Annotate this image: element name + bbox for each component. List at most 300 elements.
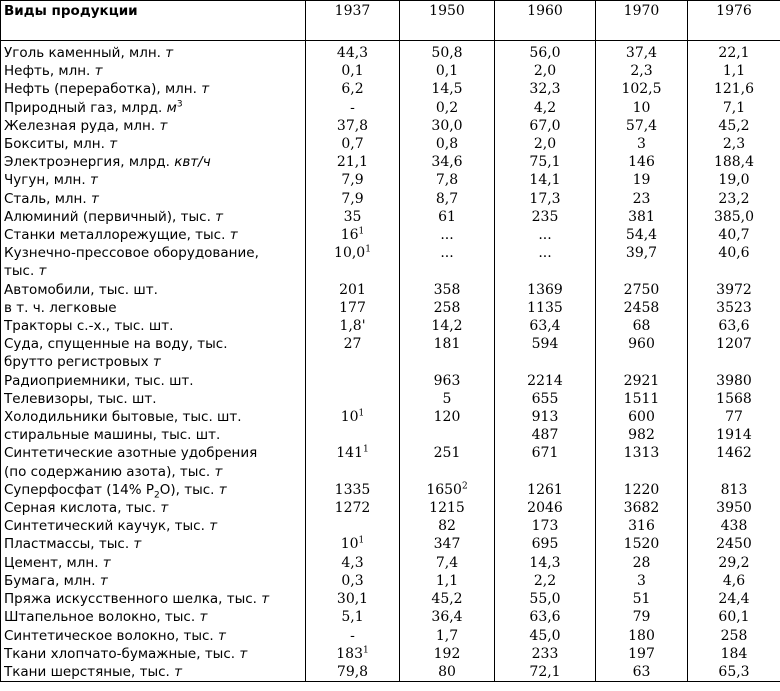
value-cell-1960: 173 <box>495 517 596 535</box>
product-name-cell <box>1 572 306 590</box>
product-name-cell <box>1 41 306 63</box>
value-cell-1960: 4,2 <box>495 99 596 117</box>
product-name-cell <box>1 499 306 517</box>
value-cell-1937 <box>306 226 400 244</box>
unit-text: т <box>214 463 223 480</box>
product-name-cell <box>1 535 306 553</box>
table-row <box>1 281 780 299</box>
value-cell-1960: 2,0 <box>495 62 596 80</box>
value-cell-1937 <box>306 645 400 663</box>
value-cell-1950: 0,1 <box>400 62 495 80</box>
value-cell-1950: 7,4 <box>400 554 495 572</box>
value-cell-1950: 30,0 <box>400 117 495 135</box>
text-segment: Суперфосфат (14% P <box>4 481 155 498</box>
value-cell-1976: 1568 <box>688 390 780 408</box>
value-cell-1976: 121,6 <box>688 80 780 98</box>
value-cell-1960: 2,0 <box>495 135 596 153</box>
value-cell-1976: 1207 <box>688 335 780 371</box>
value-cell-1960: 67,0 <box>495 117 596 135</box>
value-cell-1960: ... <box>495 244 596 280</box>
product-name-cell <box>1 390 306 408</box>
value-cell-1960: 235 <box>495 208 596 226</box>
product-name-cell <box>1 226 306 244</box>
value-cell-1950: 251 <box>400 444 495 480</box>
value-cell-1976: 45,2 <box>688 117 780 135</box>
product-name-cell <box>1 208 306 226</box>
superscript: 1 <box>358 226 365 237</box>
table-row <box>1 299 780 317</box>
value-cell-1976: 3950 <box>688 499 780 517</box>
value-cell-1937: 5,1 <box>306 608 400 626</box>
value-cell-1970: 51 <box>596 590 688 608</box>
product-name-cell <box>1 372 306 390</box>
table-row <box>1 554 780 572</box>
text-segment: Штапельное волокно, тыс. <box>4 609 200 626</box>
table-row <box>1 117 780 135</box>
value-cell-1970: 28 <box>596 554 688 572</box>
value-cell-1937: 7,9 <box>306 190 400 208</box>
unit-text: т <box>229 227 238 244</box>
value-cell-1937: 79,8 <box>306 663 400 682</box>
table-row <box>1 572 780 590</box>
table-row <box>1 663 780 682</box>
value-cell-1960: 2214 <box>495 372 596 390</box>
column-header-year: 1976 <box>688 1 780 41</box>
text-segment: Пластмассы, тыс. <box>4 536 134 553</box>
unit-text: т <box>133 536 142 553</box>
value-cell-1970: 2458 <box>596 299 688 317</box>
product-name-cell <box>1 281 306 299</box>
product-name-cell <box>1 554 306 572</box>
value-cell-1976: 3980 <box>688 372 780 390</box>
column-header-year: 1960 <box>495 1 596 41</box>
value-cell-1937 <box>306 372 400 390</box>
value-cell-1937 <box>306 408 400 426</box>
value-cell-1937 <box>306 244 400 280</box>
value-cell-1960: 56,0 <box>495 41 596 63</box>
product-name-cell <box>1 244 306 280</box>
value-cell-1937 <box>306 390 400 408</box>
value-cell-1970: 1520 <box>596 535 688 553</box>
text-segment: Бокситы, млн. <box>4 136 110 153</box>
value-cell-1976: 60,1 <box>688 608 780 626</box>
value-cell-1970: 3682 <box>596 499 688 517</box>
value-cell-1970: 1511 <box>596 390 688 408</box>
product-name-cell <box>1 444 306 480</box>
value-cell-1970: 10 <box>596 99 688 117</box>
unit-text: т <box>239 645 248 662</box>
value-cell-1937: 27 <box>306 335 400 371</box>
table-row <box>1 481 780 499</box>
value-cell-1970: 102,5 <box>596 80 688 98</box>
unit-text: т <box>89 172 98 189</box>
value-cell-1970: 57,4 <box>596 117 688 135</box>
unit-text: т <box>209 518 218 535</box>
value-cell-1960: 75,1 <box>495 153 596 171</box>
value-cell-1970: 2921 <box>596 372 688 390</box>
text-segment: Холодильники бытовые, тыс. шт. <box>4 409 242 426</box>
value-cell-1976: 385,0 <box>688 208 780 226</box>
column-header-year: 1937 <box>306 1 400 41</box>
unit-text: т <box>174 663 182 680</box>
value-cell-1976: 40,6 <box>688 244 780 280</box>
text-segment: Автомобили, тыс. шт. <box>4 281 158 298</box>
table-row <box>1 608 780 626</box>
product-name-cell <box>1 408 306 426</box>
unit-text: квт/ч <box>174 154 211 171</box>
value-cell-1937: - <box>306 627 400 645</box>
text-segment: Радиоприемники, тыс. шт. <box>4 372 194 389</box>
value-cell-1950: 0,2 <box>400 99 495 117</box>
table-row <box>1 62 780 80</box>
table-row <box>1 535 780 553</box>
product-name-cell <box>1 590 306 608</box>
value-cell-1950: 82 <box>400 517 495 535</box>
value-cell-1976: 813 <box>688 481 780 499</box>
superscript: 1 <box>358 535 365 546</box>
value-cell-1976: 1462 <box>688 444 780 480</box>
unit-text: т <box>261 591 270 608</box>
text-segment: O), тыс. <box>159 481 219 498</box>
text-segment: Бумага, млн. <box>4 572 100 589</box>
superscript: 2 <box>461 481 468 492</box>
unit-text: т <box>218 481 227 498</box>
value-cell-1950: 963 <box>400 372 495 390</box>
value-cell-1950: 45,2 <box>400 590 495 608</box>
value-cell-1937: 6,2 <box>306 80 400 98</box>
unit-text: т <box>165 45 174 61</box>
value-cell-1937: 21,1 <box>306 153 400 171</box>
table-row <box>1 590 780 608</box>
text-segment: Синтетическое волокно, тыс. <box>4 627 219 644</box>
text-segment: 10 <box>340 536 359 553</box>
product-name-cell <box>1 299 306 317</box>
value-cell-1950: ... <box>400 244 495 280</box>
text-segment: брутто регистровых <box>4 354 153 371</box>
value-cell-1950: 192 <box>400 645 495 663</box>
value-cell-1960: 63,6 <box>495 608 596 626</box>
value-cell-1950: 1215 <box>400 499 495 517</box>
value-cell-1960: 655 <box>495 390 596 408</box>
text-segment: 10 <box>340 409 359 426</box>
value-cell-1950: 8,7 <box>400 190 495 208</box>
text-segment: Суда, спущенные на воду, тыс. <box>4 336 228 353</box>
value-cell-1960: 233 <box>495 645 596 663</box>
text-segment: Ткани шерстяные, тыс. <box>4 663 175 680</box>
text-segment: тыс. <box>4 263 39 280</box>
value-cell-1976: 40,7 <box>688 226 780 244</box>
value-cell-1976: 19,0 <box>688 171 780 189</box>
product-name-cell <box>1 117 306 135</box>
value-cell-1960: ... <box>495 226 596 244</box>
column-header-product-type: Виды продукции <box>1 1 306 41</box>
value-cell-1976: 3972 <box>688 281 780 299</box>
value-cell-1960: 671 <box>495 444 596 480</box>
table-row <box>1 226 780 244</box>
text-segment: Сталь, млн. <box>4 190 91 207</box>
text-segment: Станки металлорежущие, тыс. <box>4 227 230 244</box>
text-segment: Цемент, млн. <box>4 554 103 571</box>
superscript: 3 <box>176 99 183 110</box>
value-cell-1937: 0,3 <box>306 572 400 590</box>
table-row <box>1 80 780 98</box>
value-cell-1937: - <box>306 99 400 117</box>
text-segment: Ткани хлопчато-бумажные, тыс. <box>4 645 240 662</box>
text-segment: Нефть, млн. <box>4 63 95 80</box>
value-cell-1970: 68 <box>596 317 688 335</box>
value-cell-1970: 982 <box>596 426 688 444</box>
value-cell-1970: 39,7 <box>596 244 688 280</box>
value-cell-1950: 7,8 <box>400 171 495 189</box>
value-cell-1950: 61 <box>400 208 495 226</box>
value-cell-1960: 487 <box>495 426 596 444</box>
value-cell-1950: 181 <box>400 335 495 371</box>
value-cell-1960: 2,2 <box>495 572 596 590</box>
value-cell-1937: 44,3 <box>306 41 400 63</box>
value-cell-1950: 1,1 <box>400 572 495 590</box>
value-cell-1970: 37,4 <box>596 41 688 63</box>
superscript: 1 <box>365 244 371 255</box>
text-segment: Серная кислота, тыс. <box>4 500 161 517</box>
value-cell-1950: 14,2 <box>400 317 495 335</box>
value-cell-1970: 180 <box>596 627 688 645</box>
value-cell-1976: 63,6 <box>688 317 780 335</box>
value-cell-1960: 913 <box>495 408 596 426</box>
text-segment: Уголь каменный, млн. <box>4 45 166 61</box>
value-cell-1960: 72,1 <box>495 663 596 682</box>
product-name-cell <box>1 153 306 171</box>
text-segment: Пряжа искусственного шелка, тыс. <box>4 591 262 608</box>
value-cell-1976: 23,2 <box>688 190 780 208</box>
value-cell-1937: 1335 <box>306 481 400 499</box>
value-cell-1960: 14,1 <box>495 171 596 189</box>
superscript: 1 <box>363 444 369 455</box>
text-segment: 16 <box>340 227 359 244</box>
unit-text: т <box>90 190 99 207</box>
table-row <box>1 517 780 535</box>
value-cell-1976: 438 <box>688 517 780 535</box>
value-cell-1970: 2750 <box>596 281 688 299</box>
product-name-cell <box>1 99 306 117</box>
value-cell-1970: 1220 <box>596 481 688 499</box>
value-cell-1970: 146 <box>596 153 688 171</box>
value-cell-1950: 347 <box>400 535 495 553</box>
value-cell-1970: 3 <box>596 135 688 153</box>
value-cell-1950: 34,6 <box>400 153 495 171</box>
table-row <box>1 41 780 63</box>
value-cell-1937: 0,1 <box>306 62 400 80</box>
text-segment: Тракторы с.-х., тыс. шт. <box>4 318 174 335</box>
value-cell-1950: 258 <box>400 299 495 317</box>
unit-text: т <box>152 354 161 371</box>
text-segment: 183 <box>336 645 363 662</box>
unit-text: т <box>94 63 103 80</box>
unit-text: т <box>109 136 118 153</box>
value-cell-1970: 79 <box>596 608 688 626</box>
value-cell-1960: 14,3 <box>495 554 596 572</box>
value-cell-1970: 54,4 <box>596 226 688 244</box>
value-cell-1976: 3523 <box>688 299 780 317</box>
text-segment: Чугун, млн. <box>4 172 90 189</box>
column-header-year: 1970 <box>596 1 688 41</box>
table-row <box>1 645 780 663</box>
text-segment: в т. ч. легковые <box>4 299 117 316</box>
value-cell-1937 <box>306 426 400 444</box>
text-segment: Электроэнергия, млрд. <box>4 154 175 171</box>
unit-text: т <box>102 554 111 571</box>
product-name-cell <box>1 135 306 153</box>
column-header-year: 1950 <box>400 1 495 41</box>
superscript: 1 <box>358 408 365 419</box>
value-cell-1950: 50,8 <box>400 41 495 63</box>
table-row <box>1 408 780 426</box>
value-cell-1970: 197 <box>596 645 688 663</box>
value-cell-1950: ... <box>400 226 495 244</box>
table-row <box>1 171 780 189</box>
value-cell-1937: 4,3 <box>306 554 400 572</box>
value-cell-1950: 14,5 <box>400 80 495 98</box>
table-row <box>1 335 780 371</box>
superscript: 1 <box>363 645 369 656</box>
value-cell-1937: 30,1 <box>306 590 400 608</box>
value-cell-1960: 1135 <box>495 299 596 317</box>
value-cell-1976: 2,3 <box>688 135 780 153</box>
value-cell-1976: 188,4 <box>688 153 780 171</box>
text-segment: Алюминий (первичный), тыс. <box>4 208 216 225</box>
value-cell-1960: 594 <box>495 335 596 371</box>
table-row <box>1 244 780 280</box>
value-cell-1937: 177 <box>306 299 400 317</box>
value-cell-1976: 2450 <box>688 535 780 553</box>
value-cell-1960: 1369 <box>495 281 596 299</box>
value-cell-1976: 1914 <box>688 426 780 444</box>
unit-text: т <box>160 500 169 517</box>
unit-text: т <box>218 627 226 644</box>
value-cell-1937: 37,8 <box>306 117 400 135</box>
value-cell-1970: 3 <box>596 572 688 590</box>
value-cell-1960: 17,3 <box>495 190 596 208</box>
product-name-cell <box>1 317 306 335</box>
text-segment: Синтетический каучук, тыс. <box>4 518 210 535</box>
value-cell-1970: 63 <box>596 663 688 682</box>
unit-text: т <box>159 117 168 134</box>
text-segment: Нефть (переработка), млн. <box>4 81 202 98</box>
product-name-cell <box>1 663 306 682</box>
value-cell-1976: 22,1 <box>688 41 780 63</box>
text-segment: 141 <box>336 445 363 462</box>
value-cell-1970: 19 <box>596 171 688 189</box>
text-segment: Кузнечно-прессовое оборудование, <box>4 245 259 262</box>
value-cell-1950: 80 <box>400 663 495 682</box>
value-cell-1960: 1261 <box>495 481 596 499</box>
value-cell-1937: 35 <box>306 208 400 226</box>
table-row <box>1 499 780 517</box>
value-cell-1970: 316 <box>596 517 688 535</box>
value-cell-1937: 1272 <box>306 499 400 517</box>
value-cell-1976: 258 <box>688 627 780 645</box>
table-row <box>1 99 780 117</box>
unit-text: м <box>166 99 177 116</box>
product-name-cell <box>1 80 306 98</box>
table-body <box>1 41 780 682</box>
table-row <box>1 390 780 408</box>
text-segment: 1650 <box>426 481 462 498</box>
text-segment: Синтетические азотные удобрения <box>4 445 258 462</box>
value-cell-1970: 381 <box>596 208 688 226</box>
value-cell-1950: 358 <box>400 281 495 299</box>
value-cell-1976: 4,6 <box>688 572 780 590</box>
value-cell-1960: 55,0 <box>495 590 596 608</box>
value-cell-1970: 23 <box>596 190 688 208</box>
table-row <box>1 135 780 153</box>
product-name-cell <box>1 627 306 645</box>
product-name-cell <box>1 426 306 444</box>
value-cell-1976: 29,2 <box>688 554 780 572</box>
subscript: 2 <box>154 490 160 500</box>
value-cell-1976: 65,3 <box>688 663 780 682</box>
table-row <box>1 208 780 226</box>
unit-text: т <box>199 609 208 626</box>
unit-text: т <box>215 208 224 225</box>
product-name-cell <box>1 481 306 499</box>
table-row <box>1 317 780 335</box>
value-cell-1976: 7,1 <box>688 99 780 117</box>
table-row <box>1 153 780 171</box>
value-cell-1970: 600 <box>596 408 688 426</box>
value-cell-1970: 1313 <box>596 444 688 480</box>
value-cell-1937: 201 <box>306 281 400 299</box>
text-segment: Железная руда, млн. <box>4 117 160 134</box>
unit-text: т <box>99 572 108 589</box>
text-segment: 10,0 <box>334 245 366 262</box>
unit-text: т <box>201 81 210 98</box>
product-name-cell <box>1 62 306 80</box>
value-cell-1960: 32,3 <box>495 80 596 98</box>
value-cell-1950: 1,7 <box>400 627 495 645</box>
table-row <box>1 426 780 444</box>
table-row <box>1 627 780 645</box>
product-name-cell <box>1 190 306 208</box>
text-segment: Телевизоры, тыс. шт. <box>4 390 157 407</box>
value-cell-1970: 960 <box>596 335 688 371</box>
product-name-cell <box>1 335 306 371</box>
value-cell-1950 <box>400 481 495 499</box>
value-cell-1950: 5 <box>400 390 495 408</box>
value-cell-1960: 2046 <box>495 499 596 517</box>
value-cell-1937 <box>306 444 400 480</box>
value-cell-1976: 1,1 <box>688 62 780 80</box>
text-segment: стиральные машины, тыс. шт. <box>4 427 221 444</box>
value-cell-1960: 45,0 <box>495 627 596 645</box>
value-cell-1960: 63,4 <box>495 317 596 335</box>
value-cell-1950 <box>400 426 495 444</box>
value-cell-1950: 36,4 <box>400 608 495 626</box>
value-cell-1937: 0,7 <box>306 135 400 153</box>
value-cell-1937: 7,9 <box>306 171 400 189</box>
product-name-cell <box>1 645 306 663</box>
value-cell-1976: 24,4 <box>688 590 780 608</box>
value-cell-1937: 1,8' <box>306 317 400 335</box>
table-row <box>1 190 780 208</box>
value-cell-1976: 184 <box>688 645 780 663</box>
header-row <box>1 1 780 41</box>
value-cell-1970: 2,3 <box>596 62 688 80</box>
value-cell-1950: 0,8 <box>400 135 495 153</box>
value-cell-1950: 120 <box>400 408 495 426</box>
text-segment: Природный газ, млрд. <box>4 99 167 116</box>
value-cell-1937 <box>306 517 400 535</box>
table-row <box>1 444 780 480</box>
